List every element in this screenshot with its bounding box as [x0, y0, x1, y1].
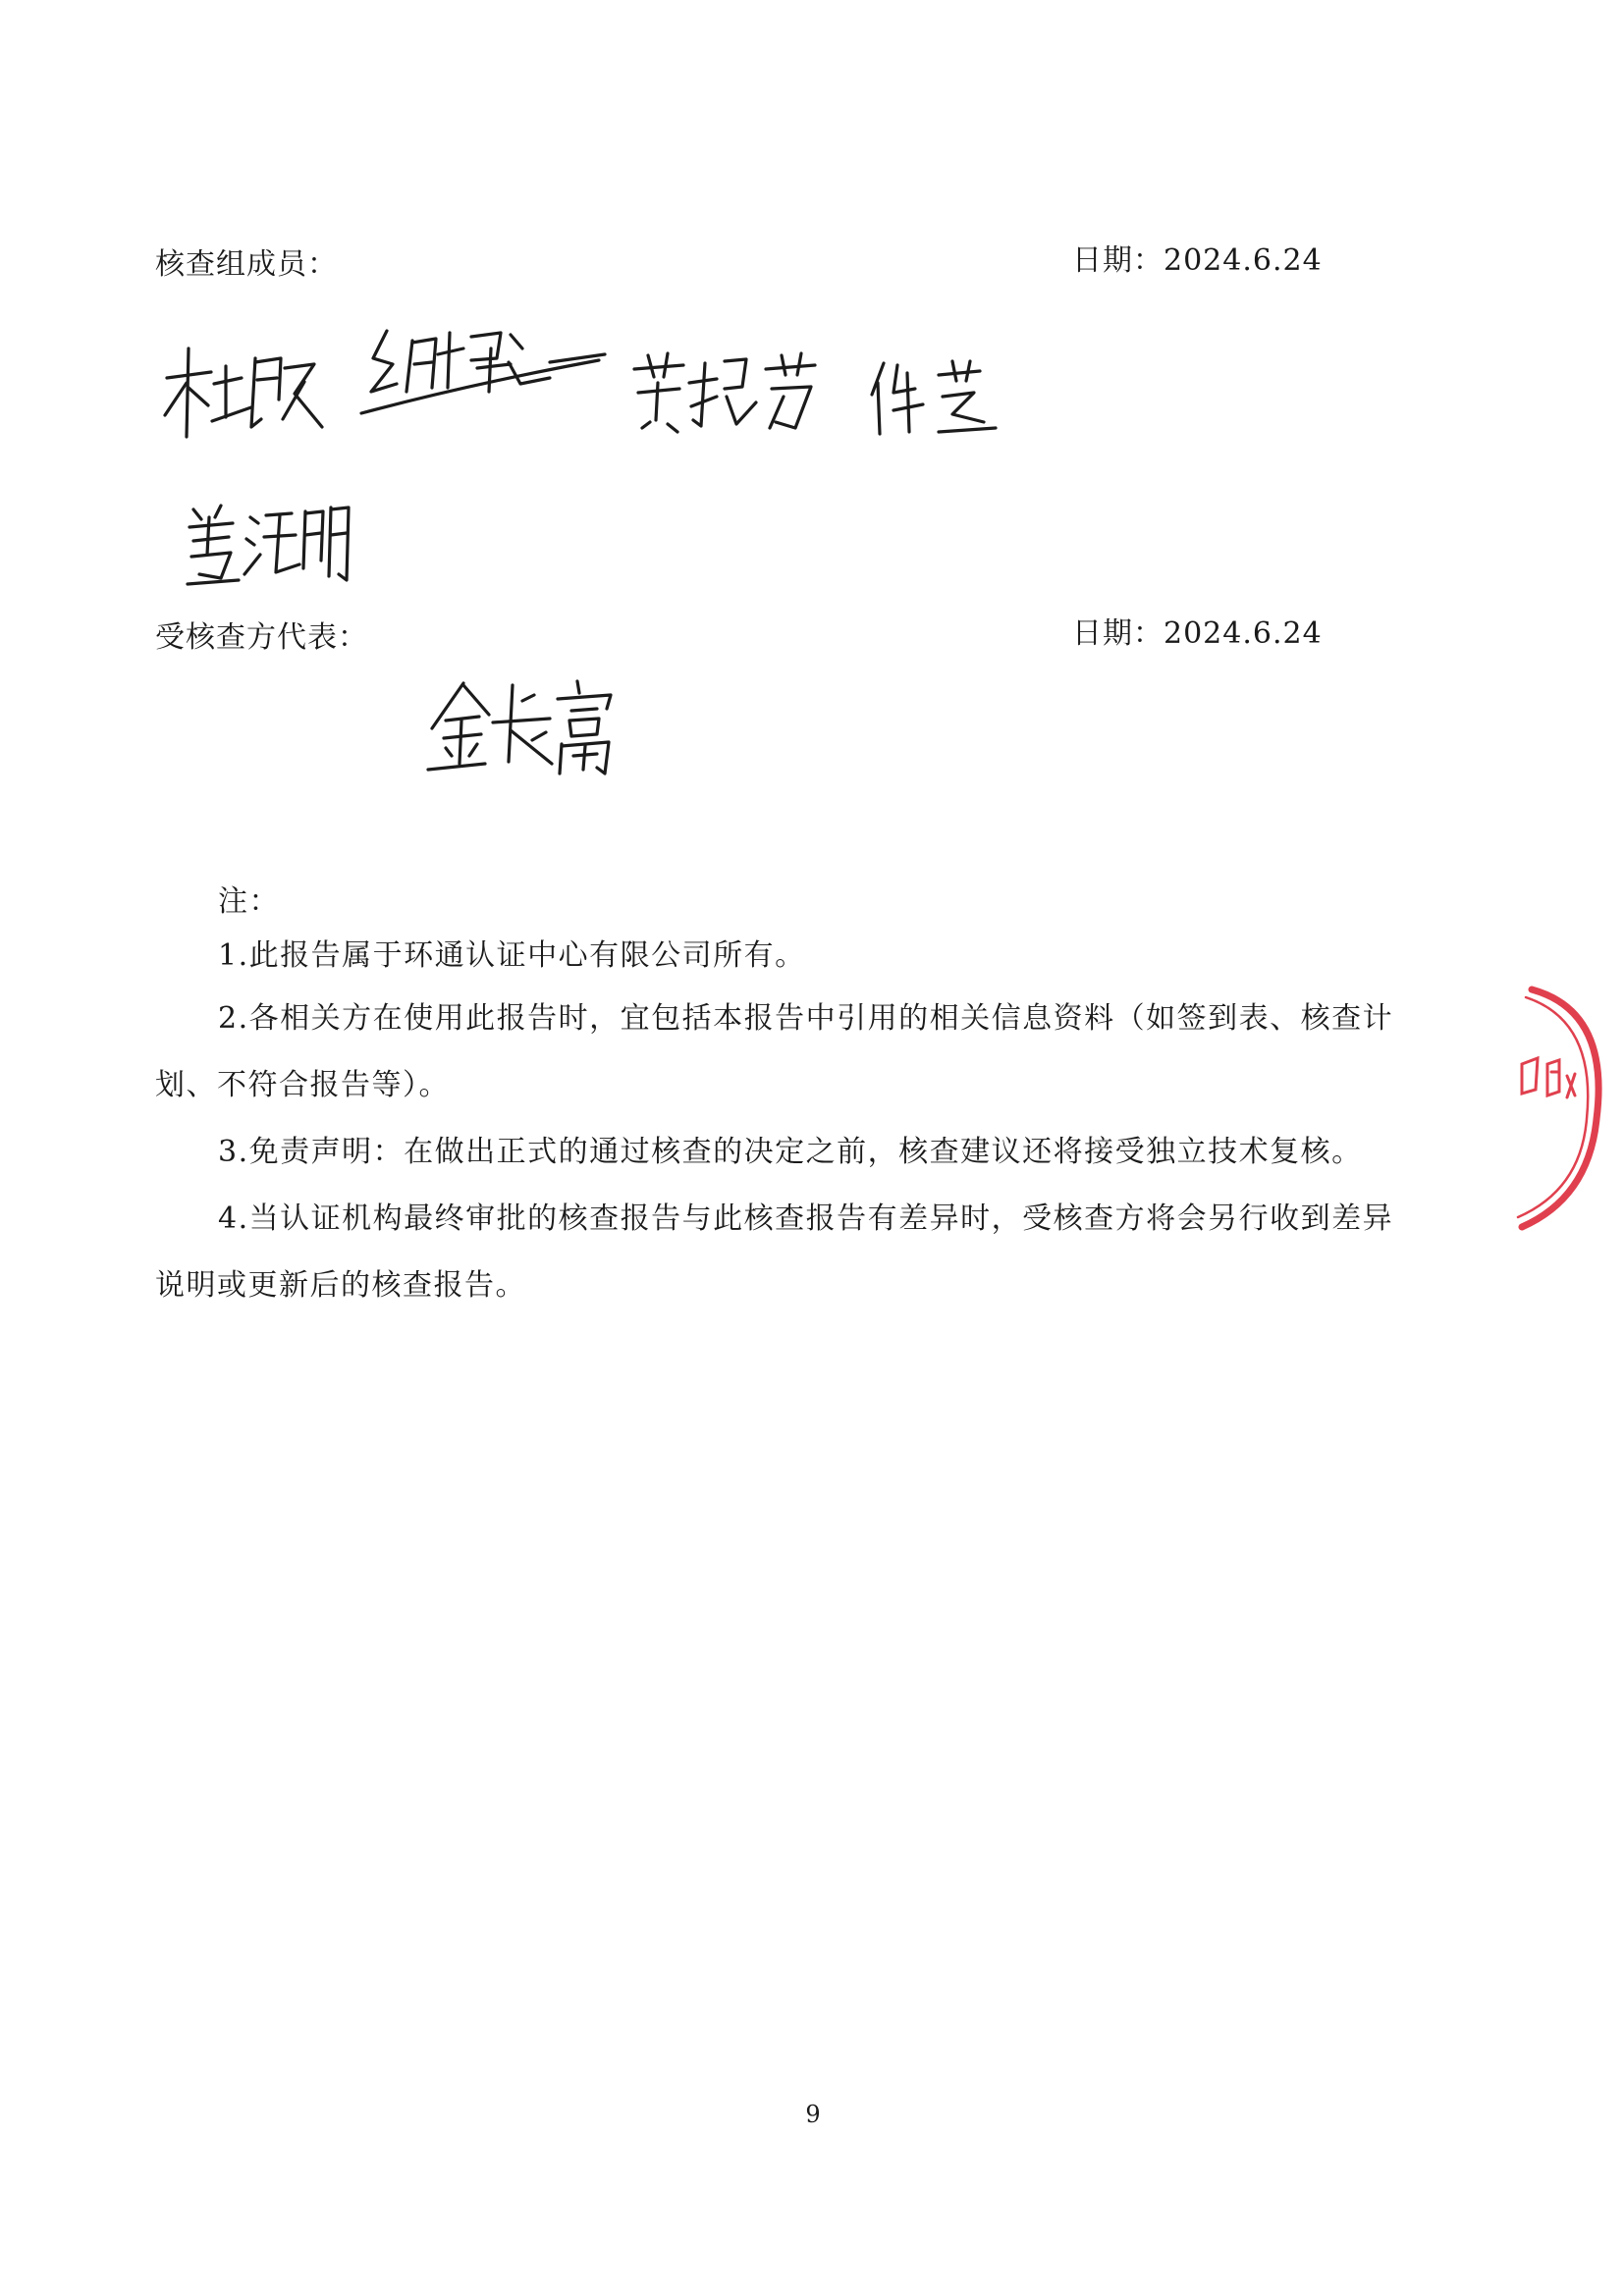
note-line-1: 1.此报告属于环通认证中心有限公司所有。 [218, 938, 806, 973]
auditee-date: 日期：2024.6.24 [1072, 616, 1323, 651]
auditee-representative-label: 受核查方代表： [155, 620, 368, 655]
signature-jin-chang-fu [424, 675, 621, 778]
team-members-label: 核查组成员： [155, 247, 338, 282]
signature-huang-zhen-fang [628, 344, 825, 442]
notes-heading: 注： [218, 884, 280, 919]
company-seal-stamp [1502, 982, 1624, 1237]
note-line-4: 3.免责声明：在做出正式的通过核查的决定之前，核查建议还将接受独立技术复核。 [218, 1135, 1363, 1169]
team-date: 日期：2024.6.24 [1072, 243, 1323, 278]
signature-jiang-hong-ming [182, 496, 353, 589]
signature-liu-hui [864, 353, 1001, 442]
note-line-2: 2.各相关方在使用此报告时，宜包括本报告中引用的相关信息资料（如签到表、核查计 [218, 1001, 1394, 1036]
page-number: 9 [805, 2101, 821, 2128]
note-line-3: 划、不符合报告等）。 [155, 1068, 450, 1102]
signature-du-sheng [157, 339, 329, 447]
note-line-5: 4.当认证机构最终审批的核查报告与此核查报告有差异时，受核查方将会另行收到差异 [218, 1201, 1394, 1236]
note-line-6: 说明或更新后的核查报告。 [155, 1268, 526, 1303]
signature-na-han-yao [353, 319, 609, 427]
